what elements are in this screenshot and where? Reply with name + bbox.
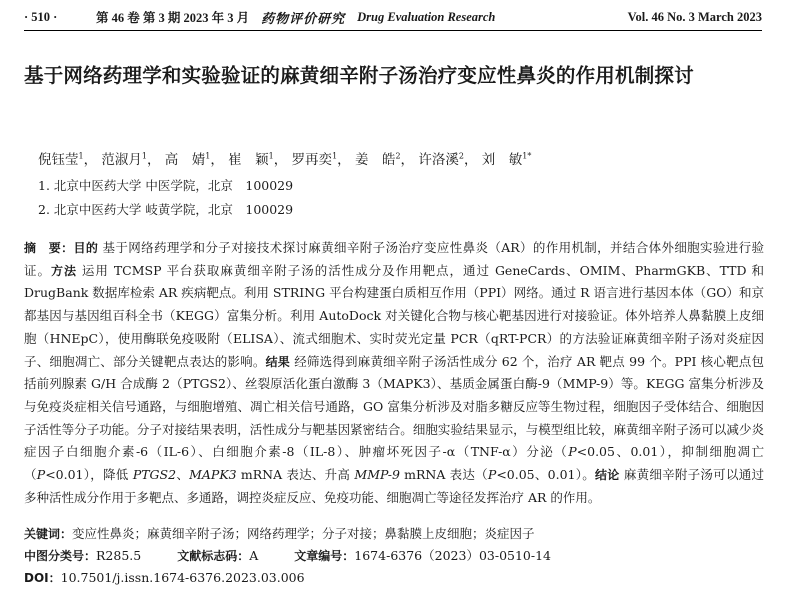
classification-line: 中图分类号：R285.5 文献标志码：A 文章编号：1674-6376（2023）03-0510-14: [24, 548, 552, 563]
affiliation-1: 1. 北京中医药大学 中医学院，北京 100029: [38, 178, 294, 193]
keywords-label: 关键词：: [24, 527, 73, 541]
issue-info-en: Vol. 46 No. 3 March 2023: [627, 9, 762, 24]
author: 倪钰莹$^1$: [38, 151, 84, 168]
issue-info-cn: 第 46 卷 第 3 期 2023 年 3 月: [96, 11, 250, 25]
result-text: 经筛选得到麻黄细辛附子汤活性成分 62 个，治疗 AR 靶点 99 个。PPI 核心靶点包括前列腺素 G/H 合成酶 2（PTGS2）、丝裂原活化蛋白激酶 3（MAPK3）、基质金属蛋白酶-9（MMP-9）等。KEGG 富集分析涉及与免疫炎症相关信号通路，与细胞增殖、凋亡相关信号通路，GO 富集分析涉及对脂多糖反应等生物过程，细胞因子受体结合、细胞因子活性等分子功能。分子对接结果表明，活性成分与靶基因紧密结合。细胞实验结果显示，与模型组比较，麻黄细辛附子汤可以减少炎症因子白细胞介素-6（IL-6）、白细胞介素-8（IL-8）、肿瘤坏死因子-α（TNF-α）分泌（: [24, 353, 764, 460]
author: 许洛溪$^2$: [418, 151, 464, 168]
author-list: 倪钰莹$^1$， 范淑月$^1$， 高 婧$^1$， 崔 颖$^1$， 罗再奕$^1$， 姜 皓$^2$， 许洛溪$^2$， 刘 敏$^{1*}$: [38, 151, 532, 168]
conclusion-label: 结论: [595, 468, 620, 483]
abstract-label: 摘 要：: [24, 241, 74, 255]
author: 罗再奕$^1$: [291, 151, 338, 168]
method-label: 方法: [50, 263, 77, 278]
affiliation-2: 2. 北京中医药大学 岐黄学院，北京 100029: [38, 202, 294, 217]
doi-line: [24, 569, 305, 586]
doi-label: DOI：: [24, 571, 61, 585]
method-text: 运用 TCMSP 平台获取麻黄细辛附子汤的活性成分及作用靶点，通过 GeneCards、OMIM、PharmGKB、TTD 和 DrugBank 数据库检索 AR 疾病靶点。利用 STRING 平台构建蛋白质相互作用（PPI）网络。通过 R 语言进行基因本体（GO）和京都基因与基因组百科全书（KEGG）富集分析。利用 AutoDock 对关键化合物与核心靶基因进行对接验证。体外培养人鼻黏膜上皮细胞（HNEpC），使用酶联免疫吸附（ELISA）、流式细胞术、实时荧光定量 PCR（qRT-PCR）的方法验证麻黄细辛附子汤对炎症因子、细胞凋亡、部分关键靶点表达的影响。: [24, 262, 764, 369]
result-label: 结果: [265, 354, 290, 369]
author: 范淑月$^1$: [101, 151, 147, 168]
objective-label: 目的: [73, 241, 99, 255]
author: 刘 敏$^{1*}$: [481, 151, 532, 168]
keywords: [24, 524, 535, 542]
running-header: [24, 4, 762, 30]
author: 姜 皓$^2$: [354, 151, 401, 168]
article-title: 基于网络药理学和实验验证的麻黄细辛附子汤治疗变应性鼻炎的作用机制探讨: [24, 64, 694, 87]
keywords-text: 变应性鼻炎；麻黄细辛附子汤；网络药理学；分子对接；鼻黏膜上皮细胞；炎症因子: [72, 526, 535, 541]
author: 高 婧$^1$: [164, 151, 211, 168]
journal-name-en: Drug Evaluation Research: [357, 9, 496, 24]
author: 崔 颖$^1$: [228, 151, 274, 168]
journal-name-cn: 药物评价研究: [261, 10, 346, 26]
objective-text: 基于网络药理学和分子对接技术探讨麻黄细辛附子汤治疗变应性鼻炎（AR）的作用机制，并结合体外细胞实验进行验证。: [24, 240, 764, 278]
conclusion-text: 麻黄细辛附子汤可以通过多种活性成分作用于多靶点、多通路，调控炎症反应、免疫功能、细胞凋亡等途径发挥治疗 AR 的作用。: [24, 467, 764, 505]
document-code: A: [249, 548, 259, 563]
header-rule: [24, 30, 762, 31]
abstract: 摘 要：目的 基于网络药理学和分子对接技术探讨麻黄细辛附子汤治疗变应性鼻炎（AR）的作用机制，并结合体外细胞实验进行验证。方法 运用 TCMSP 平台获取麻黄细辛附子汤的活性成分及作用靶点，通过 GeneCards、OMIM、PharmGKB、TTD 和 DrugBank 数据库检索 AR 疾病靶点。利用 STRING 平台构建蛋白质相互作用（PPI）网络。通过 R 语言进行基因本体（GO）和京都基因与基因组百科全书（KEGG）富集分析。利用 AutoDock 对关键化合物与核心靶基因进行对接验证。体外培养人鼻黏膜上皮细胞（HNEpC），使用酶联免疫吸附（ELISA）、流式细胞术、实时荧光定量 PCR（qRT-PCR）的方法验证麻黄细辛附子汤对炎症因子、细胞凋亡、部分关键靶点表达的影响。结果 经筛选得到麻黄细辛附子汤活性成分 62 个，治疗 AR 靶点 99 个。PPI 核心靶点包括前列腺素 G/H 合成酶 2（PTGS2）、丝裂原活化蛋白激酶 3（MAPK3）、基质金属蛋白酶-9（MMP-9）等。KEGG 富集分析涉及与免疫炎症相关信号通路，与细胞增殖、凋亡相关信号通路，GO 富集分析涉及对脂多糖反应等生物过程，细胞因子受体结合、细胞因子活性等分子功能。分子对接结果表明，活性成分与靶基因紧密结合。细胞实验结果显示，与模型组比较，麻黄细辛附子汤可以减少炎症因子白细胞介素-6（IL-6）、白细胞介素-8（IL-8）、肿瘤坏死因子-α（TNF-α）分泌（P<0.05、0.01），抑制细胞凋亡（P<0.01），降低 PTGS2、MAPK3 mRNA 表达、升高 MMP-9 mRNA 表达（P<0.05、0.01）。结论 麻黄细辛附子汤可以通过多种活性成分作用于多靶点、多通路，调控炎症反应、免疫功能、细胞凋亡等途径发挥治疗 AR 的作用。: [24, 240, 764, 505]
doi-link[interactable]: 10.7501/j.issn.1674-6376.2023.03.006: [60, 570, 305, 585]
clc-number: R285.5: [96, 548, 142, 563]
page-number: · 510 ·: [24, 9, 58, 24]
article-number: 1674-6376（2023）03-0510-14: [354, 548, 552, 563]
